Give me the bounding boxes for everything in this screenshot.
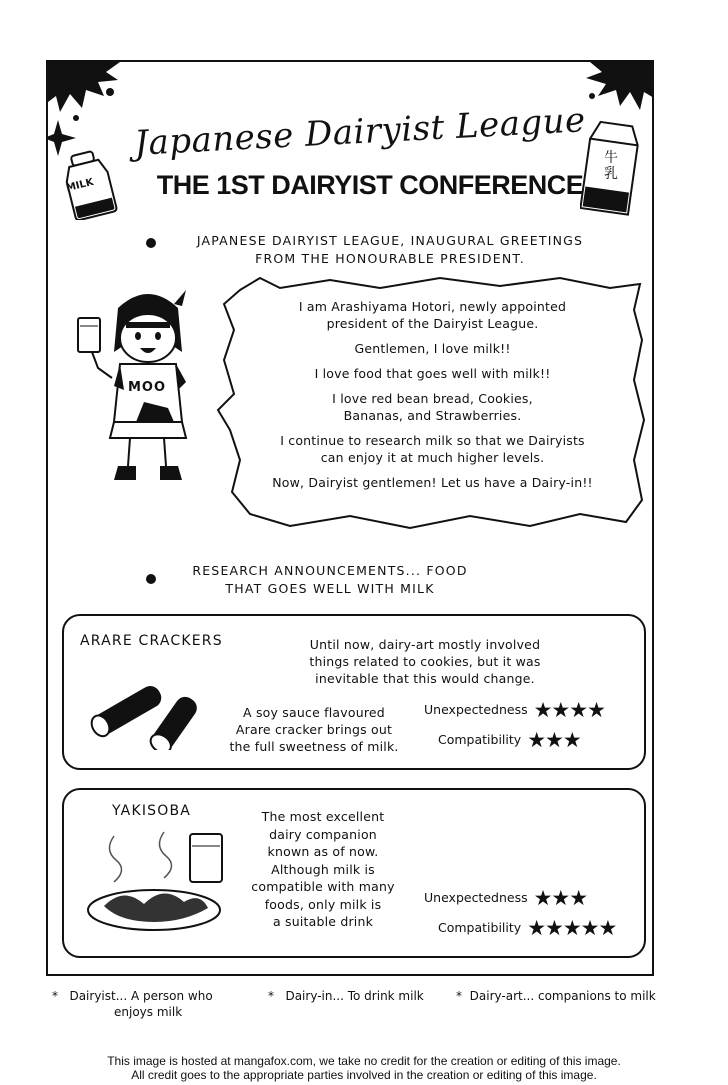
speech-text: I am Arashiyama Hotori, newly appointed president of the Dairyist League. Gentlemen, I love milk!! I love food that goes well with milk!! I love red bean bread, Cookies, Bananas, and Strawberries. I continue to research milk so that we Dairyists can enjoy it at much higher levels. Now, Dairyist gentlemen! Let us have a Dairy-in!!	[272, 299, 593, 490]
bullet-icon	[146, 238, 156, 248]
milk-bottle-label: MILK	[65, 176, 95, 195]
research-heading: RESEARCH ANNOUNCEMENTS... FOOD THAT GOES WELL WITH MILK	[192, 563, 468, 596]
yakisoba-title: YAKISOBA	[112, 803, 192, 819]
corner-splash-right-icon	[582, 62, 654, 122]
star-rating-icon: ★★★	[527, 728, 581, 752]
greetings-heading: JAPANESE DAIRYIST LEAGUE, INAUGURAL GREETINGS FROM THE HONOURABLE PRESIDENT.	[196, 233, 584, 266]
yakisoba-plate-icon	[84, 826, 244, 936]
script-title: Japanese Dairyist League	[133, 100, 587, 164]
arare-unexpectedness-rating: Unexpectedness ★★★★	[424, 698, 605, 722]
arare-cracker-icon	[86, 670, 206, 750]
conference-title: THE 1ST DAIRYIST CONFERENCE	[156, 170, 584, 200]
hosting-notice-line1: This image is hosted at mangafox.com, we take no credit for the creation or editing of this image.	[107, 1054, 621, 1068]
shirt-text: MOO	[128, 380, 167, 395]
star-rating-icon: ★★★★★	[527, 916, 617, 940]
hosting-notice-line2: All credit goes to the appropriate parties involved in the creation or editing of this image.	[131, 1068, 597, 1082]
yakisoba-unexpectedness-rating: Unexpectedness ★★★	[424, 886, 588, 910]
yakisoba-description: The most excellent dairy companion known as of now. Although milk is compatible with many foods, only milk is a suitable drink	[251, 809, 395, 929]
arare-compatibility-rating: Compatibility ★★★	[438, 728, 581, 752]
star-rating-icon: ★★★★	[533, 698, 605, 722]
footnote-dairyist: * Dairyist... A person who enjoys milk	[52, 989, 213, 1019]
arare-description: Until now, dairy-art mostly involved things related to cookies, but it was inevitable that this would change.	[309, 637, 541, 686]
footnote-dairy-in: * Dairy-in... To drink milk	[268, 989, 424, 1003]
footnote-dairy-art: * Dairy-art... companions to milk	[456, 989, 656, 1003]
yakisoba-compatibility-rating: Compatibility ★★★★★	[438, 916, 617, 940]
arare-title: ARARE CRACKERS	[80, 633, 223, 649]
arare-subtext: A soy sauce flavoured Arare cracker brings out the full sweetness of milk.	[229, 705, 399, 754]
bullet-icon	[146, 574, 156, 584]
milk-carton-label: 牛 乳	[604, 150, 618, 182]
star-rating-icon: ★★★	[533, 886, 588, 910]
